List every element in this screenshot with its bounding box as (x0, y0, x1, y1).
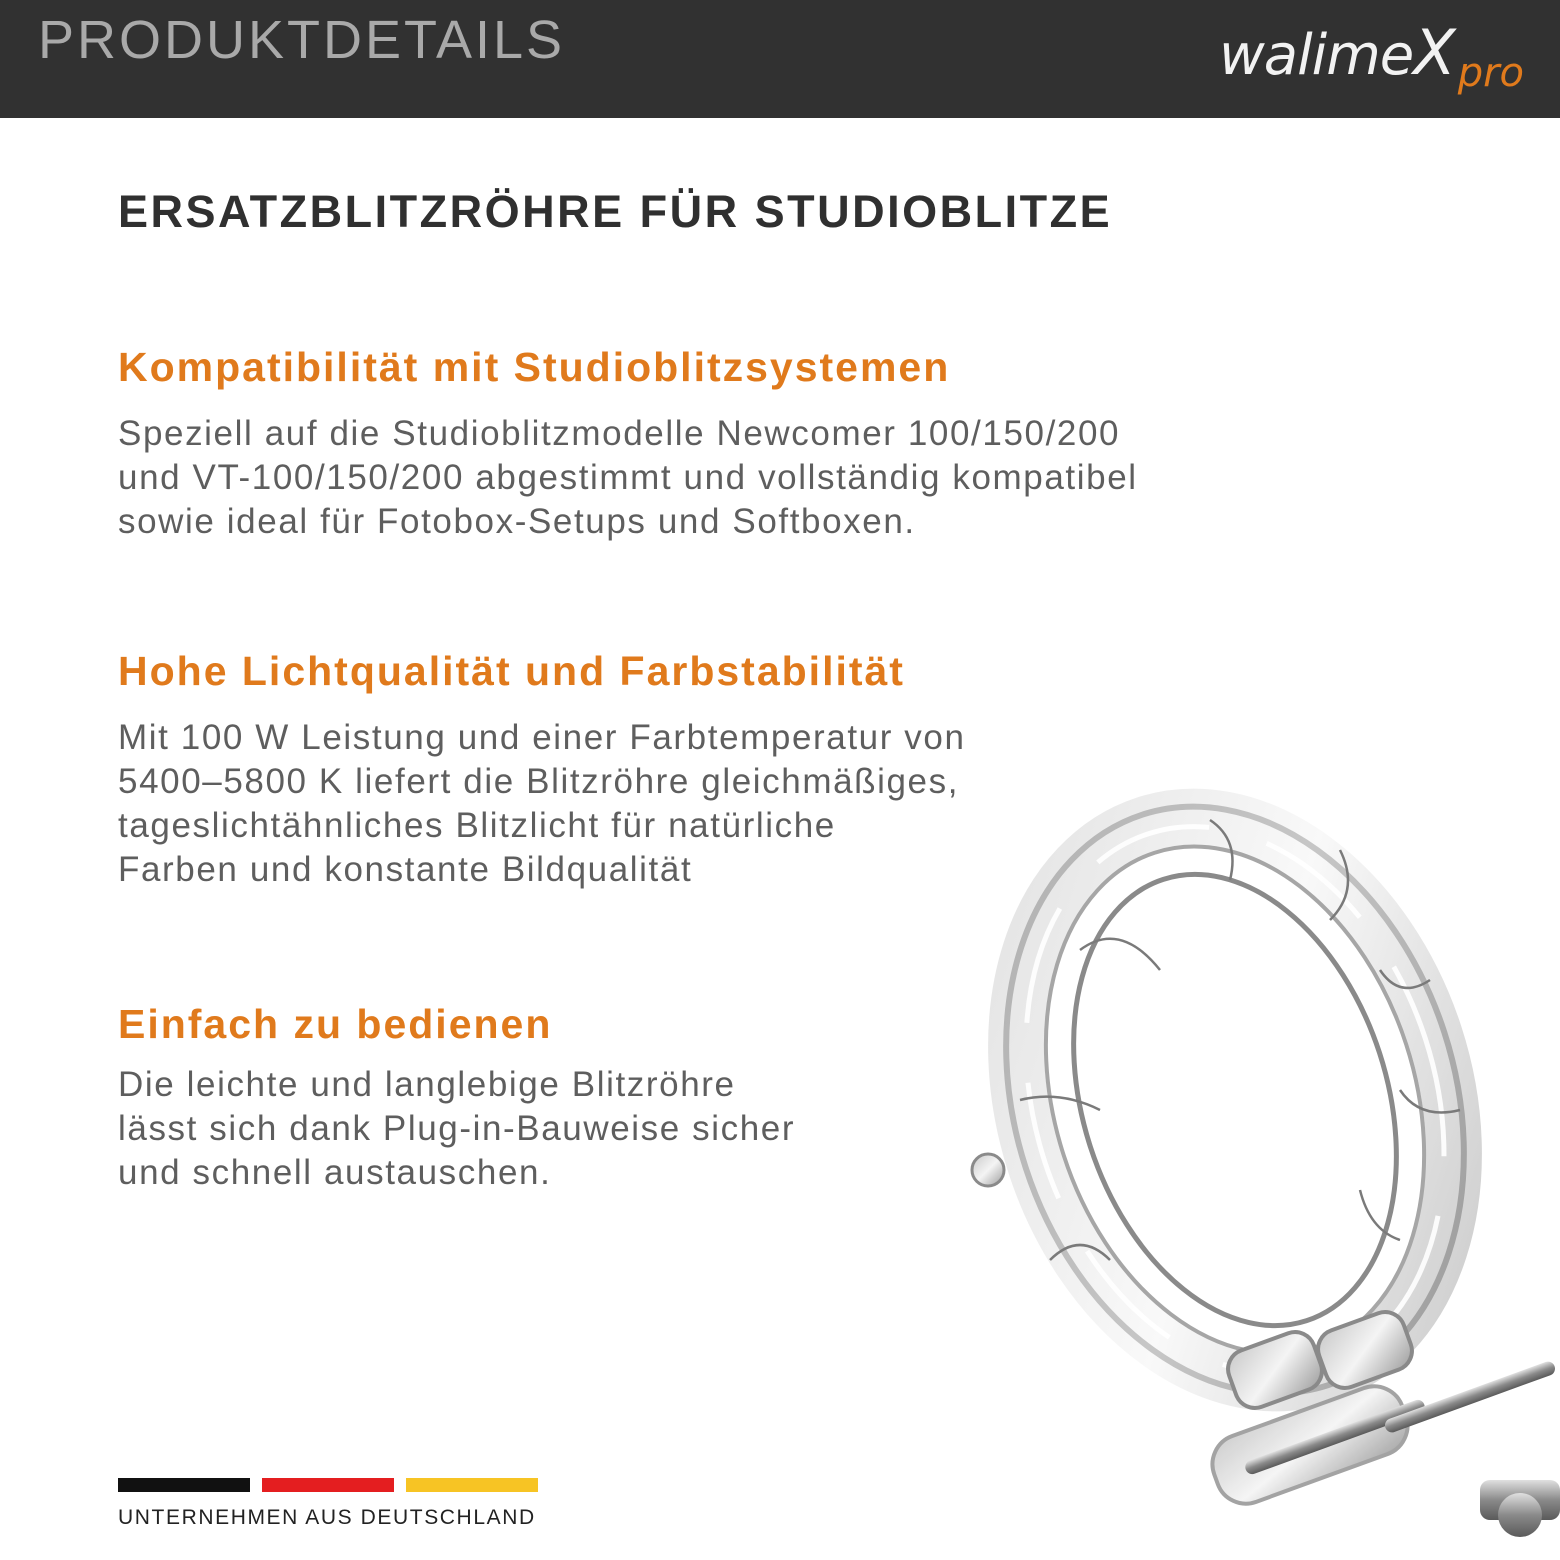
header-title: PRODUKTDETAILS (38, 10, 566, 70)
logo-x: X (1413, 16, 1456, 89)
header-bar (0, 0, 1560, 118)
section-text-easy-use (118, 1063, 795, 1195)
section-heading-easy-use: Einfach zu bedienen (118, 1001, 553, 1047)
main-heading: ERSATZBLITZRÖHRE FÜR STUDIOBLITZE (118, 186, 1113, 237)
flag-stripe-red (262, 1478, 394, 1492)
flag-stripe-gold (406, 1478, 538, 1492)
section-text-compatibility (118, 412, 1138, 544)
footer-company-origin: UNTERNEHMEN AUS DEUTSCHLAND (118, 1506, 536, 1529)
flash-tube-ring-icon (960, 780, 1560, 1560)
text-line: Mit 100 W Leistung und einer Farbtemperatur von (118, 718, 966, 757)
logo-pro: pro (1457, 50, 1524, 96)
text-line: 5400–5800 K liefert die Blitzröhre gleichmäßiges, (118, 762, 960, 801)
flag-stripe-black (118, 1478, 250, 1492)
text-line: und schnell austauschen. (118, 1153, 552, 1192)
text-line: Speziell auf die Studioblitzmodelle Newcomer 100/150/200 (118, 414, 1121, 453)
text-line: tageslichtähnliches Blitzlicht für natürliche (118, 806, 836, 845)
text-line: und VT-100/150/200 abgestimmt und vollständig kompatibel (118, 458, 1138, 497)
section-text-light-quality (118, 716, 966, 892)
text-line: sowie ideal für Fotobox-Setups und Softboxen. (118, 502, 916, 541)
text-line: lässt sich dank Plug-in-Bauweise sicher (118, 1109, 796, 1148)
walimex-pro-logo (1218, 16, 1524, 96)
section-heading-compatibility: Kompatibilität mit Studioblitzsystemen (118, 344, 951, 390)
text-line: Farben und konstante Bildqualität (118, 850, 693, 889)
logo-wordmark: walime (1218, 23, 1414, 88)
section-heading-light-quality: Hohe Lichtqualität und Farbstabilität (118, 648, 905, 694)
text-line: Die leichte und langlebige Blitzröhre (118, 1065, 736, 1104)
